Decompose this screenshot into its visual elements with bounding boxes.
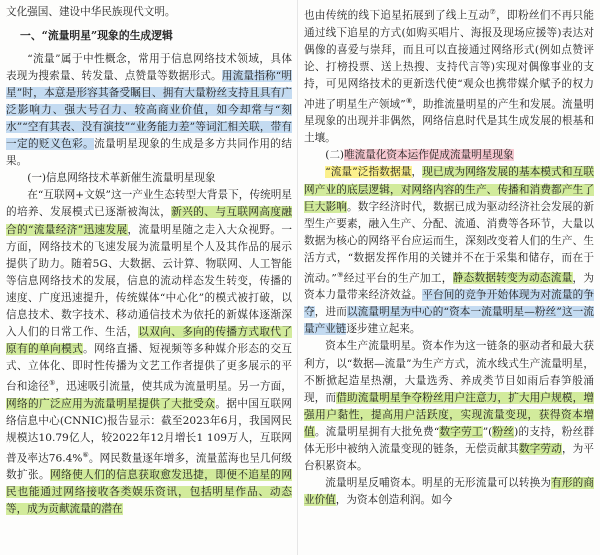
paragraph (304, 4, 594, 147)
text-run: ，迅速吸引流量，使其成为流量明星。另一方面， (55, 380, 293, 393)
subsection-heading (304, 147, 594, 164)
text-run: ，为平台积累资本。 (304, 442, 595, 472)
text-run: 也由传统的线下追星拓展到了线上互动 (304, 9, 490, 22)
highlighted-text: 数字劳动 (518, 442, 562, 455)
text-run: ，助推流量明星的产生和发展。流量明星现象的出现并非偶然，网络信息时代是其生成发展的根基和土壤。 (304, 98, 595, 145)
text-run: 在“互联网+文娱”这一产业生态转型大背景下，传统明星的培养、发展模式已逐渐被淘汰， (6, 189, 292, 219)
text-run: 流量明星反哺资本。明星的无形流量可以转换为 (325, 476, 552, 489)
text-run: ，进而 (314, 306, 347, 319)
paragraph (304, 475, 594, 509)
text-run: 逐步建立起来。 (346, 323, 421, 336)
text-run: 。据中国互联网络信息中心(CNNIC)报告显示：截至2023年6月，我国网民规模达10.79亿人，较2022年12月增长1 109万人，互联网普及率达76.4% (6, 397, 293, 465)
highlighted-text: 有形的商业价值 (304, 476, 595, 506)
highlighted-text: 以流量明星为中心的“资本一流量明星—粉丝”这一流量产业链 (304, 306, 594, 336)
footnote-marker: ⑤ (49, 378, 56, 387)
text-run: 经过平台的生产加工， (343, 272, 453, 285)
text-run: ，为资本创造利润。如今 (335, 493, 453, 506)
section-heading: 一、“流量明星”现象的生成逻辑 (20, 29, 173, 43)
text-run: 。网络直播、短视频等多种媒介形态的交互式、立体化、即时性传播为文艺工作者提供了更多展示的平台和途径 (6, 342, 293, 393)
text-run: 资本生产流量明星。资本作为这一链条的驱动者和最大获利方，以“数据—流量”为生产方式，流水线式生产流量明星，不断掀起造星热潮，大量选秀、养成类节目如雨后春笋般涌现，而 (304, 340, 594, 404)
text-run: ”( (482, 425, 493, 438)
text-run: 流量明星现象的生成是多方共同作用的结果。 (6, 138, 293, 168)
text-run: ，流量明星随之走入大众视野。一方面，网络技术的飞速发展为流量明星个人及其作品的展示提供了助力。随着5G、大数据、云计算、物联网、人工智能等信息网络技术的发展，信息的流动样态发生转变，传播的速度、广度迅速提升，传统媒体“中心化”的模式被打破，以信息技术、数字技术、移动通信技术为依托的新媒体逐渐深入人们的日常工作、生活， (6, 223, 292, 338)
highlighted-text: 网络的广泛应用为流量明星提供了大批受众 (6, 397, 216, 410)
paragraph (304, 164, 594, 338)
highlighted-text: 数字劳工 (439, 425, 483, 438)
paragraph (304, 338, 594, 474)
paragraph (6, 187, 292, 518)
footnote-marker: ⑥ (82, 450, 89, 459)
paragraph-intro-tail: 文化强国、建设中华民族现代文明。 (6, 6, 176, 18)
highlighted-text: 网络使人们的信息获取愈发迅捷，即便不追星的网民也能通过网络接收各类娱乐资讯，包括明星作品、动态等，成为贡献流量的潜在 (6, 469, 293, 516)
highlighted-text: 静态数据转变为动态流量 (452, 272, 573, 285)
text-run: )的支持，粉丝群体无形中被纳入流量变现的链条，无偿贡献其 (304, 425, 595, 455)
text-run: (二) (325, 149, 345, 162)
footnote-marker: ⑨ (336, 270, 344, 279)
footnote-marker: ⑧ (405, 96, 413, 105)
highlighted-text: 新兴的、与互联网高度融合的“流量经济”迅速发展 (6, 206, 293, 236)
text-run: ， (411, 166, 423, 179)
highlighted-text: “流量”泛指数据量 (325, 166, 412, 179)
left-column (6, 4, 292, 518)
footnote-marker: ⑦ (489, 8, 497, 16)
text-run: ，为资本力量带来经济效益。 (304, 272, 595, 302)
text-run: “流量”属于中性概念，常用于信息网络技术领域，具体表现为搜索量、转发量、点赞量等数据形式。 (6, 53, 292, 83)
highlighted-text: 唯流量化资本运作促成流量明星现象 (344, 149, 514, 162)
highlighted-text: 现已成为网络发展的基本模式和互联网产业的底层逻辑，对网络内容的生产、传播和消费都产生了巨大影响 (304, 166, 594, 213)
text-run: 。数字经济时代，数据已成为驱动经济社会发展的新型生产要素，融入生产、分配、流通、消费等各环节，大量以数据为核心的网络平台应运而生，深刻改变着人们的生产、生活方式，“数据发挥作用的关键并不在于采集和储存，而在于流动。” (304, 200, 595, 285)
highlighted-text: 以双向、多向的传播方式取代了原有的单向模式 (6, 325, 293, 355)
paragraph (6, 51, 292, 170)
right-column (304, 4, 594, 509)
column-divider (297, 0, 298, 555)
subsection-heading: (一)信息网络技术革新催生流量明星现象 (27, 172, 216, 185)
text-run: 。网民数量逐年增多，流量蓝海也呈几何级数扩张。 (6, 452, 293, 482)
highlighted-text: 借助流量明星争夺粉丝用户注意力，扩大用户规模，增强用户黏性，提高用户活跃度，实现流量变现，获得资本增值 (304, 391, 595, 438)
highlighted-text: 用流量指称“明星”时，本意是形容其备受瞩目、拥有大量粉丝支持且具有广泛影响力、强大号召力、较高商业价值，如今却常与“刻水”“空有其表、没有演技”“业务能力差”等词汇相关联，带有一定的贬义色彩。 (6, 70, 292, 151)
highlighted-text: 粉丝 (492, 425, 515, 438)
text-run: 。流量明星拥有大批免费“ (314, 425, 440, 438)
highlighted-text: 平台间的竞争开始体现为对流量的争夺 (304, 289, 595, 319)
text-run: ，即粉丝们不再只能通过线下追星的方式(如购买唱片、海报及现场应援等)表达对偶像的喜爱与崇拜，而且可以直接通过网络形式(例如点赞评论、打榜投票、送上热搜、支持代言等)实现对偶像事业的支持，可见网络技术的更新迭代使“观众也携带媒介赋予的权力冲进了明星生产领域” (304, 9, 595, 111)
